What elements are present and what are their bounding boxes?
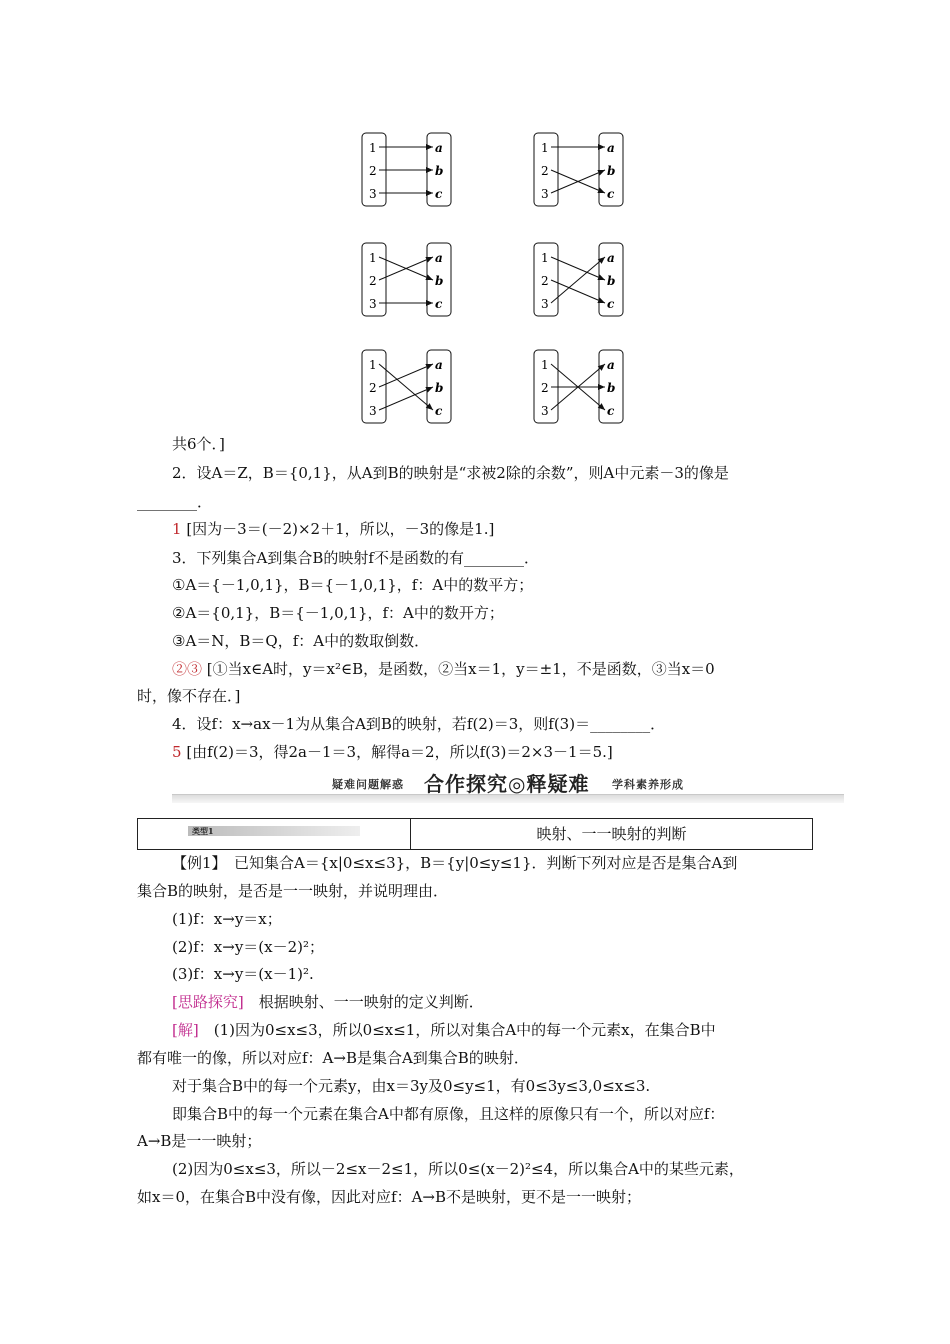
banner-title: 合作探究◎释疑难 xyxy=(424,772,590,796)
type-tag: 类型1 xyxy=(188,826,360,836)
type-title: 映射、一一映射的判断 xyxy=(536,825,687,843)
mapping-diagram-2 xyxy=(534,133,623,206)
codomain-label: a xyxy=(607,251,615,265)
codomain-label: b xyxy=(435,274,444,288)
codomain-label: c xyxy=(435,187,443,201)
domain-label: 1 xyxy=(369,358,377,372)
domain-label: 3 xyxy=(541,404,549,418)
mapping-arrow xyxy=(379,364,433,387)
codomain-label: a xyxy=(435,141,443,155)
codomain-label: c xyxy=(607,404,615,418)
answer-4-value: 5 xyxy=(172,743,182,761)
thinking-label: [思路探究] xyxy=(172,993,244,1011)
domain-label: 3 xyxy=(369,187,377,201)
mapping-diagrams xyxy=(0,0,950,430)
mapping-diagram-5 xyxy=(362,350,451,423)
domain-label: 2 xyxy=(369,274,377,288)
domain-label: 3 xyxy=(541,187,549,201)
mapping-arrow xyxy=(379,387,433,410)
codomain-label: b xyxy=(435,164,444,178)
domain-label: 1 xyxy=(541,358,549,372)
solution-label: [解] xyxy=(172,1021,199,1039)
mapping-arrow xyxy=(379,364,433,410)
domain-label: 1 xyxy=(541,141,549,155)
banner-left-text: 疑难问题解惑 xyxy=(332,778,404,791)
answer-2-value: 1 xyxy=(172,520,182,538)
codomain-label: c xyxy=(435,297,443,311)
domain-label: 1 xyxy=(369,251,377,265)
section-banner xyxy=(172,768,844,806)
type-header-box xyxy=(137,818,813,850)
codomain-label: b xyxy=(435,381,444,395)
codomain-label: a xyxy=(607,358,615,372)
mapping-arrow xyxy=(551,257,605,280)
codomain-label: c xyxy=(435,404,443,418)
codomain-label: b xyxy=(607,381,616,395)
domain-label: 2 xyxy=(541,274,549,288)
domain-label: 3 xyxy=(369,297,377,311)
codomain-label: b xyxy=(607,274,616,288)
domain-label: 2 xyxy=(369,164,377,178)
domain-label: 3 xyxy=(541,297,549,311)
answer-3-value: ②③ xyxy=(172,660,203,678)
mapping-diagram-6 xyxy=(534,350,623,423)
type-header-left xyxy=(138,819,411,849)
mapping-diagram-4 xyxy=(534,243,623,316)
domain-label: 2 xyxy=(541,164,549,178)
domain-label: 1 xyxy=(369,141,377,155)
mapping-arrow xyxy=(551,280,605,303)
domain-label: 2 xyxy=(541,381,549,395)
mapping-diagram-3 xyxy=(362,243,451,316)
codomain-label: b xyxy=(607,164,616,178)
codomain-label: c xyxy=(607,187,615,201)
codomain-label: c xyxy=(607,297,615,311)
banner-right-text: 学科素养形成 xyxy=(612,778,684,791)
codomain-label: a xyxy=(607,141,615,155)
mapping-arrow xyxy=(551,257,605,303)
domain-label: 2 xyxy=(369,381,377,395)
mapping-diagram-1 xyxy=(362,133,451,206)
domain-label: 3 xyxy=(369,404,377,418)
codomain-label: a xyxy=(435,251,443,265)
domain-label: 1 xyxy=(541,251,549,265)
codomain-label: a xyxy=(435,358,443,372)
